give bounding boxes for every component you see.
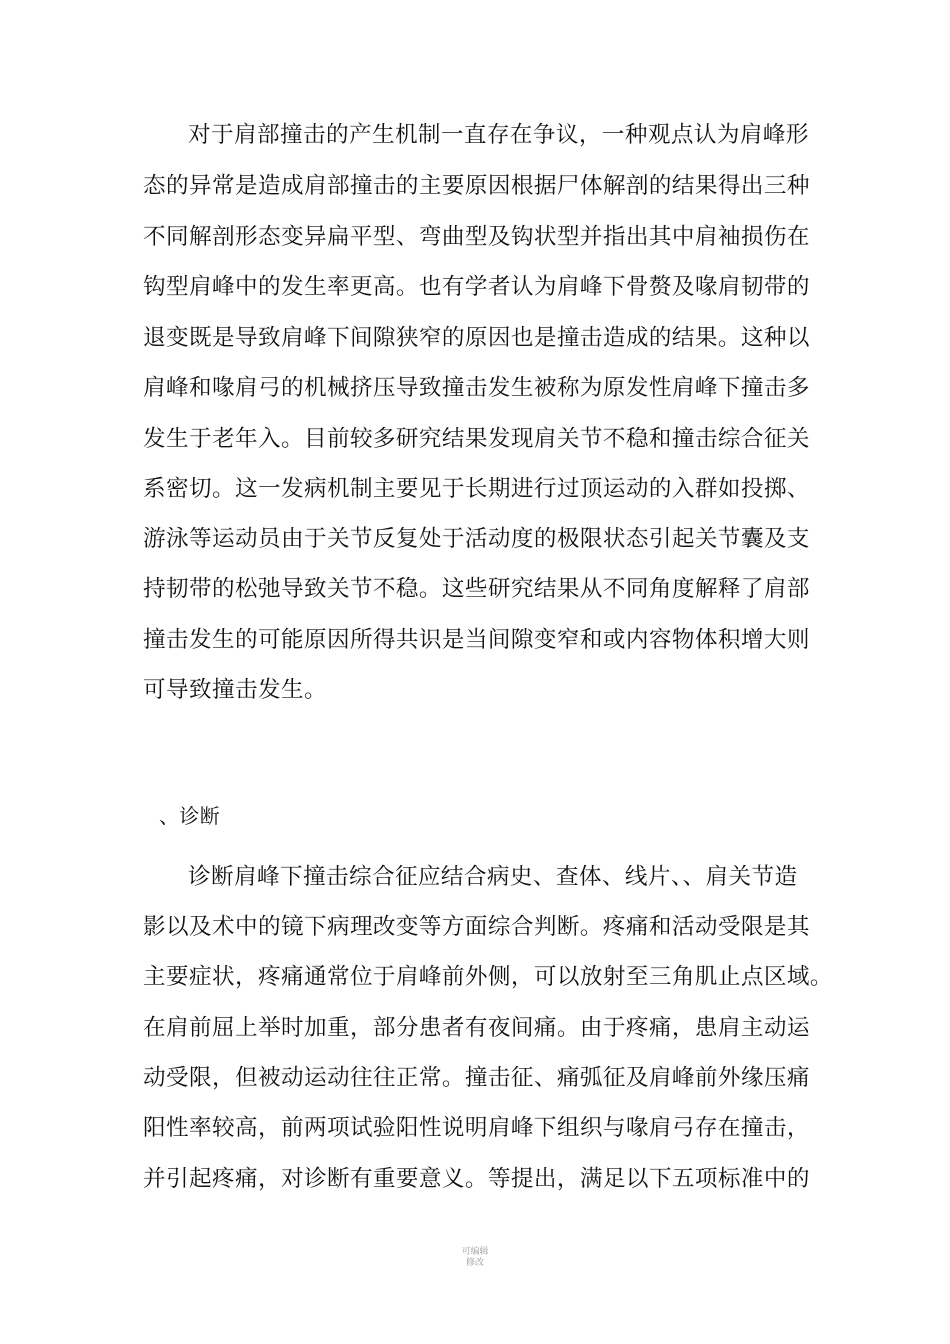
text-line: 态的异常是造成肩部撞击的主要原因根据尸体解剖的结果得出三种 bbox=[143, 173, 810, 199]
text-line: 诊断肩峰下撞击综合征应结合病史、查体、线片、、肩关节造 bbox=[188, 864, 798, 890]
footer-line: 修改 bbox=[465, 1258, 484, 1268]
text-line: 对于肩部撞击的产生机制一直存在争议，一种观点认为肩峰形 bbox=[188, 122, 809, 148]
footer-line: 可编辑 bbox=[461, 1247, 489, 1257]
text-line: 在肩前屈上举时加重，部分患者有夜间痛。由于疼痛，患肩主动运 bbox=[143, 1015, 810, 1041]
text-line: 发生于老年入。目前较多研究结果发现肩关节不稳和撞击综合征关 bbox=[143, 426, 810, 452]
text-line: 持韧带的松弛导致关节不稳。这些研究结果从不同角度解释了肩部 bbox=[143, 576, 810, 602]
section-heading: 、诊断 bbox=[159, 804, 221, 828]
footer-editable-note bbox=[0, 1247, 950, 1269]
text-line: 主要症状，疼痛通常位于肩峰前外侧，可以放射至三角肌止点区域。 bbox=[143, 964, 833, 990]
text-line: 退变既是导致肩峰下间隙狭窄的原因也是撞击造成的结果。这种以 bbox=[143, 325, 810, 351]
text-line: 肩峰和喙肩弓的机械挤压导致撞击发生被称为原发性肩峰下撞击多 bbox=[143, 375, 810, 401]
text-line: 系密切。这一发病机制主要见于长期进行过顶运动的入群如投掷、 bbox=[143, 476, 810, 502]
text-line: 影以及术中的镜下病理改变等方面综合判断。疼痛和活动受限是其 bbox=[143, 914, 810, 940]
text-line: 撞击发生的可能原因所得共识是当间隙变窄和或内容物体积增大则 bbox=[143, 627, 810, 653]
text-line: 游泳等运动员由于关节反复处于活动度的极限状态引起关节囊及支 bbox=[143, 526, 810, 552]
text-line: 并引起疼痛，对诊断有重要意义。等提出，满足以下五项标准中的 bbox=[143, 1166, 810, 1192]
text-line: 动受限，但被动运动往往正常。撞击征、痛弧征及肩峰前外缘压痛 bbox=[143, 1065, 810, 1091]
text-line: 可导致撞击发生。 bbox=[143, 677, 327, 703]
text-line: 阳性率较高，前两项试验阳性说明肩峰下组织与喙肩弓存在撞击， bbox=[143, 1115, 810, 1141]
text-line: 不同解剖形态变异扁平型、弯曲型及钩状型并指出其中肩袖损伤在 bbox=[143, 224, 810, 250]
text-line: 钩型肩峰中的发生率更高。也有学者认为肩峰下骨赘及喙肩韧带的 bbox=[143, 274, 810, 300]
